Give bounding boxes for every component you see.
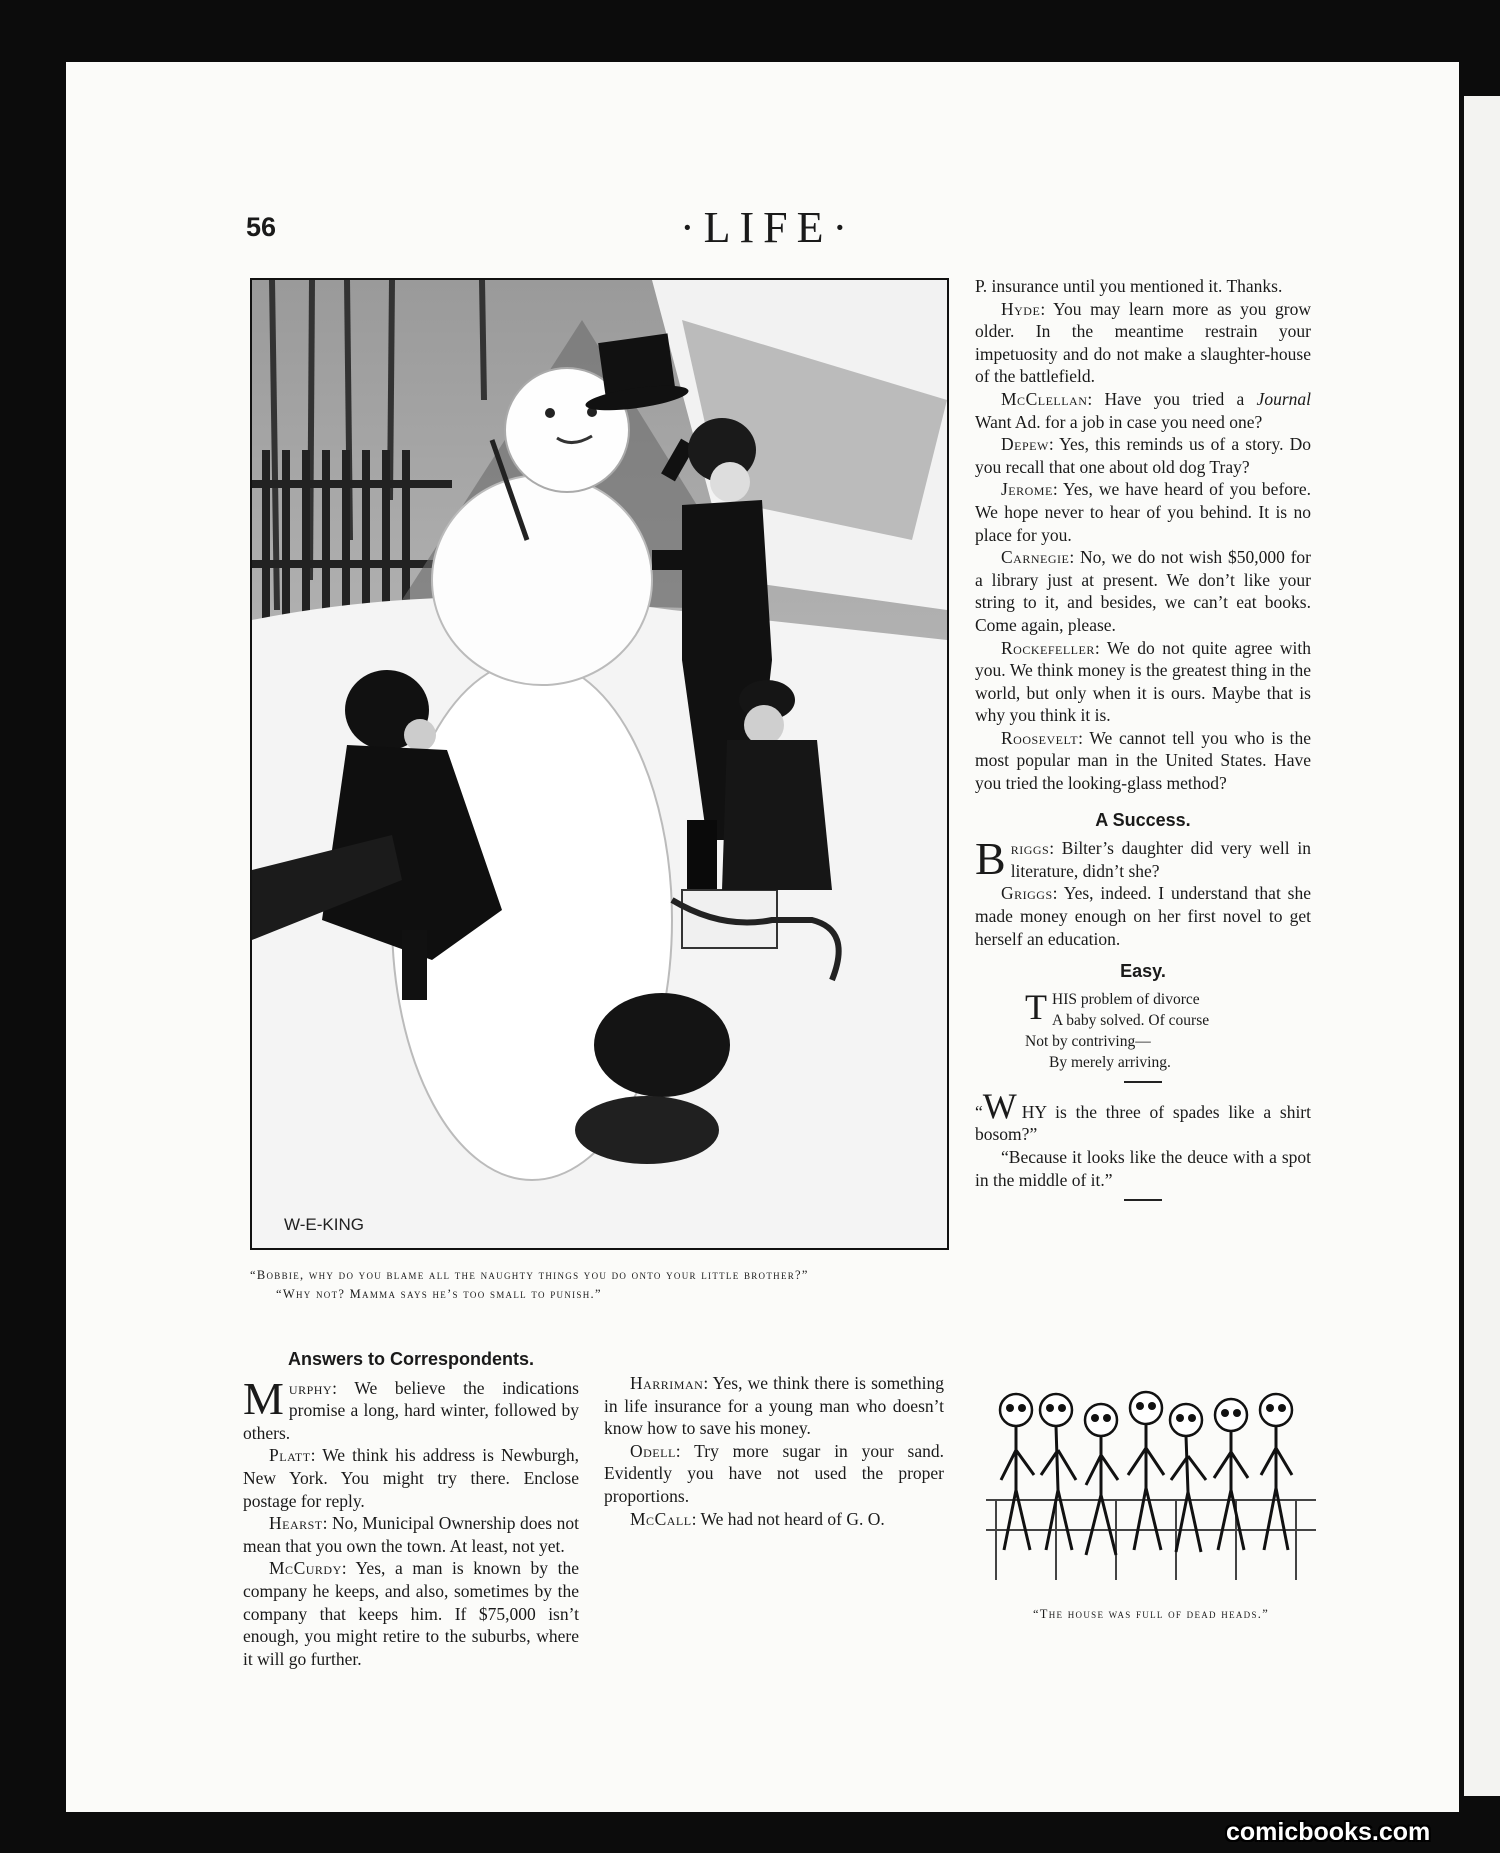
caption-line: “Why not? Mamma says he’s too small to punish.”: [276, 1287, 602, 1301]
answer-text: : You may learn more as you grow older. In the meantime restrain your impetuosity and do not make a slaughter-house of the battlefield.: [975, 298, 1311, 387]
answer-text: : We think his address is Newburgh, New York. You might try there. Enclose postage for reply.: [243, 1445, 579, 1511]
answer-paragraph: [604, 1372, 944, 1440]
correspondent-name: Hyde: [1001, 298, 1041, 319]
magazine-title: ·LIFE·: [680, 203, 857, 252]
answer-text: : Yes, this reminds us of a story. Do you recall that one about old dog Tray?: [975, 434, 1311, 477]
correspondent-name: McCall: [630, 1508, 692, 1529]
joke-text: HY is the three of spades like a shirt bosom?”: [975, 1101, 1311, 1145]
answer-paragraph: [975, 546, 1311, 636]
answers-column-left: [243, 1340, 579, 1670]
page-number: 56: [246, 212, 277, 242]
answer-paragraph: [243, 1512, 579, 1557]
answer-text: : Yes, we have heard of you before. We hope never to hear of you behind. It is no place for you.: [975, 479, 1311, 545]
correspondent-name: Jerome: [1001, 479, 1053, 500]
speaker-name: riggs: [1010, 838, 1050, 859]
easy-poem: [1025, 986, 1311, 1073]
answer-paragraph: [975, 388, 1311, 433]
joke-paragraph: [975, 1085, 1311, 1146]
correspondent-name: Rockefeller: [1001, 637, 1095, 658]
correspondent-name: Roosevelt: [1001, 727, 1079, 748]
answer-text: : Try more sugar in your sand. Evidently you have not used the proper proportions.: [604, 1440, 944, 1506]
adjacent-page-edge: [1464, 96, 1500, 1796]
dialogue-text: : Bilter’s daughter did very well in literature, didn’t she?: [1010, 838, 1311, 881]
answer-paragraph: [243, 1557, 579, 1670]
poem-line: A baby solved. Of course: [1052, 1011, 1210, 1029]
poem-line: Not by contriving—: [1025, 1032, 1151, 1050]
answer-paragraph: [243, 1372, 579, 1445]
correspondent-name: urphy: [288, 1377, 333, 1398]
dead-heads-cartoon: [986, 1380, 1316, 1600]
answer-paragraph: [975, 727, 1311, 795]
answer-paragraph: [975, 433, 1311, 478]
poem-text: HIS problem of divorce: [1052, 990, 1200, 1008]
drop-cap: B: [975, 833, 1006, 885]
easy-heading: Easy.: [1120, 961, 1166, 982]
caption-line: “Bobbie, why do you blame all the naughty things you do onto your little brother?”: [250, 1268, 809, 1282]
section-heading: Answers to Correspondents.: [287, 1349, 535, 1369]
open-quote: “: [975, 1101, 983, 1122]
speaker-name: Griggs: [1001, 883, 1053, 904]
answer-text: : Yes, a man is known by the company he keeps, and also, sometimes by the company that keeps him. If $75,000 isn’t enough, you might retire to the suburbs, where it will go further.: [243, 1558, 579, 1669]
answer-text: : No, we do not wish $50,000 for a library just at present. We don’t like your string to it, and besides, we can’t eat books. Come again, please.: [975, 547, 1311, 635]
answer-text: : We believe the indications promise a long, hard winter, followed by others.: [243, 1377, 579, 1443]
correspondent-name: Carnegie: [1001, 547, 1070, 568]
joke-paragraph: “Because it looks like the deuce with a spot in the middle of it.”: [975, 1147, 1311, 1190]
skeleton-drawing: [986, 1380, 1316, 1600]
answer-text: Want Ad. for a job in case you need one?: [975, 411, 1263, 432]
poem-line: By merely arriving.: [1049, 1053, 1171, 1071]
answer-text: : We do not quite agree with you. We think money is the greatest thing in the world, but only when it is ours. Maybe that is why you think it is.: [975, 637, 1311, 726]
success-heading: A Success.: [1095, 809, 1191, 830]
drop-cap: M: [243, 1372, 284, 1424]
divider-rule: [1124, 1199, 1162, 1201]
answer-text: : Yes, we think there is something in life insurance for a young man who doesn’t know how to save his money.: [604, 1373, 944, 1439]
dialogue-text: : Yes, indeed. I understand that she made money enough on her first novel to get herself an education.: [975, 883, 1311, 949]
continuation-text: P. insurance until you mentioned it. Thanks.: [975, 276, 1283, 296]
divider-rule: [1124, 1081, 1162, 1083]
answer-text: : We had not heard of G. O.: [691, 1508, 885, 1529]
answer-paragraph: [604, 1508, 944, 1531]
answers-column-middle: [604, 1372, 944, 1530]
cartoon-caption: “The house was full of dead heads.”: [1032, 1607, 1270, 1621]
answer-text: : Have you tried a: [1087, 388, 1257, 409]
drop-cap: T: [1025, 986, 1047, 1027]
artist-signature: W-E-KING: [284, 1215, 364, 1234]
journal-italic: Journal: [1256, 388, 1311, 409]
illustration-caption: [250, 1266, 945, 1304]
correspondent-name: Hearst: [269, 1513, 323, 1534]
correspondent-name: Platt: [269, 1445, 311, 1466]
correspondent-name: Harriman: [630, 1373, 704, 1393]
answer-paragraph: [975, 298, 1311, 388]
site-watermark: comicbooks.com: [1226, 1818, 1431, 1846]
success-paragraph: [975, 833, 1311, 885]
answer-text: : We cannot tell you who is the most popular man in the United States. Have you tried the looking-glass method?: [975, 727, 1311, 794]
right-column: [975, 275, 1311, 1209]
drop-cap: W: [982, 1085, 1017, 1126]
answer-text: : No, Municipal Ownership does not mean that you own the town. At least, not yet.: [243, 1513, 579, 1556]
correspondent-name: Depew: [1001, 434, 1049, 455]
answer-paragraph: [975, 478, 1311, 546]
answer-paragraph: [243, 1444, 579, 1512]
snowman-scene-drawing: [252, 280, 947, 1248]
correspondent-name: McCurdy: [269, 1558, 342, 1579]
success-paragraph: [975, 882, 1311, 950]
answer-paragraph: [604, 1440, 944, 1508]
answer-paragraph: [975, 637, 1311, 727]
correspondent-name: Odell: [630, 1440, 676, 1461]
correspondent-name: McClellan: [1001, 388, 1088, 409]
snowman-illustration: [250, 278, 949, 1250]
